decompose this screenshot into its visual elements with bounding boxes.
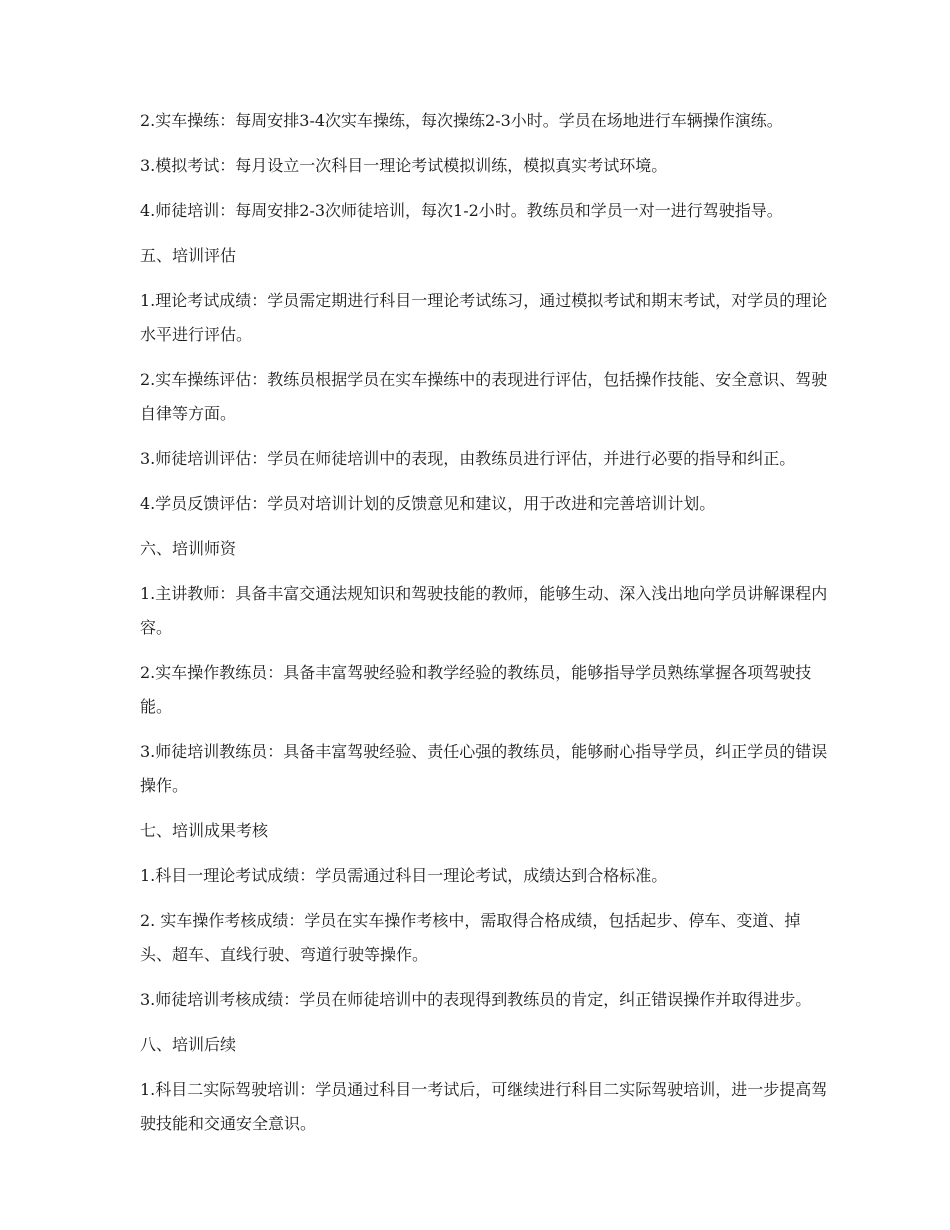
section-heading: 五、培训评估 [140,246,237,265]
list-item: 3.师徒培训考核成绩：学员在师徒培训中的表现得到教练员的肯定，纠正错误操作并取得进步。 [140,990,812,1009]
list-item: 2.实车操练评估：教练员根据学员在实车操练中的表现进行评估，包括操作技能、安全意识、驾驶自律等方面。 [140,370,828,423]
list-item: 4.学员反馈评估：学员对培训计划的反馈意见和建议，用于改进和完善培训计划。 [140,494,716,513]
section-heading: 八、培训后续 [140,1035,237,1054]
list-item: 3.师徒培训评估：学员在师徒培训中的表现，由教练员进行评估，并进行必要的指导和纠正。 [140,449,796,468]
list-item: 1.科目一理论考试成绩：学员需通过科目一理论考试，成绩达到合格标准。 [140,866,668,885]
section-heading: 六、培训师资 [140,539,237,558]
list-item: 2.实车操作教练员：具备丰富驾驶经验和教学经验的教练员，能够指导学员熟练掌握各项驾驶技能。 [140,663,812,716]
list-item: 4.师徒培训：每周安排2-3次师徒培训，每次1-2小时。教练员和学员一对一进行驾驶指导。 [140,201,783,220]
list-item: 1.科目二实际驾驶培训：学员通过科目一考试后，可继续进行科目二实际驾驶培训，进一步提高驾驶技能和交通安全意识。 [140,1080,828,1133]
list-item: 2. 实车操作考核成绩：学员在实车操作考核中，需取得合格成绩，包括起步、停车、变道、掉头、超车、直线行驶、弯道行驶等操作。 [140,911,801,964]
list-item: 2.实车操练：每周安排3-4次实车操练，每次操练2-3小时。学员在场地进行车辆操作演练。 [140,111,783,130]
list-item: 3.模拟考试：每月设立一次科目一理论考试模拟训练，模拟真实考试环境。 [140,156,668,175]
section-heading: 七、培训成果考核 [140,821,269,840]
document-body [140,104,830,1152]
list-item: 1.主讲教师：具备丰富交通法规知识和驾驶技能的教师，能够生动、深入浅出地向学员讲解课程内容。 [140,584,828,637]
list-item: 1.理论考试成绩：学员需定期进行科目一理论考试练习，通过模拟考试和期末考试，对学员的理论水平进行评估。 [140,291,828,344]
list-item: 3.师徒培训教练员：具备丰富驾驶经验、责任心强的教练员，能够耐心指导学员，纠正学员的错误操作。 [140,742,828,795]
